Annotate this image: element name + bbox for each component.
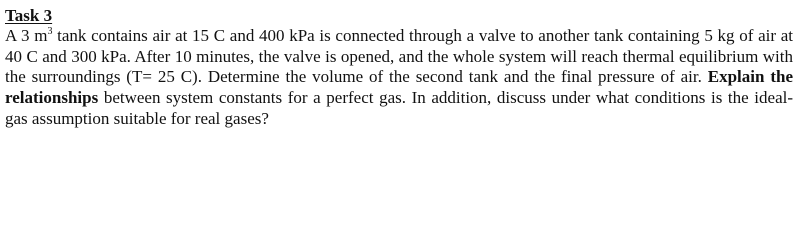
document [5, 6, 793, 130]
cubic-exponent: 3 [47, 26, 53, 37]
problem-bold-emphasis: Explain the relationships [5, 67, 793, 108]
task-title: Task 3 [5, 6, 53, 25]
problem-text-part-1: A 3 m [5, 26, 48, 45]
problem-text-part-2: tank contains air at 15 C and 400 kPa is connected through a valve to another tank containing 5 kg of air at 40 C and 300 kPa. After 10 minutes, the valve is opened, and the whole system will reach thermal equilibrium with the surroundings (T= 25 C). Determine the volume of the second tank and the final pressure of air. [5, 26, 794, 87]
problem-statement [5, 26, 793, 130]
problem-text-part-3: between system constants for a perfect gas. In addition, discuss under what conditions is the ideal-gas assumption suitable for real gases? [5, 88, 793, 128]
